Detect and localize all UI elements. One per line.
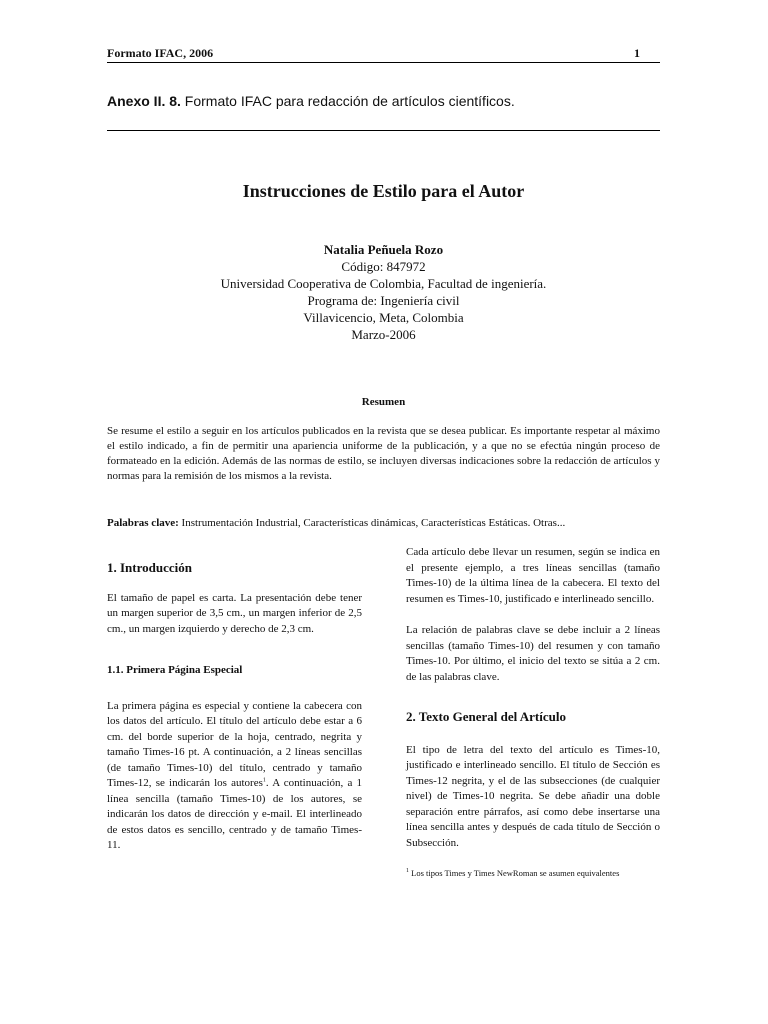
author-name: Natalia Peñuela Rozo: [323, 242, 444, 257]
keywords-instructions-paragraph: La relación de palabras clave se debe incluir a 2 líneas sencillas (tamaño Times-10) del resumen y con tamaño Times-10. Por último, el inicio del texto se sitúa a 2 cm. de las palabras clave.: [406, 624, 660, 683]
author-location: Villavicencio, Meta, Colombia: [303, 310, 464, 325]
footnote-mark: 1: [406, 868, 409, 875]
annex-line: [107, 93, 515, 109]
author-date: Marzo-2006: [351, 327, 416, 342]
section-1-title: 1. Introducción: [107, 560, 192, 575]
abstract-heading: Resumen: [361, 396, 406, 408]
footnote: [406, 867, 660, 879]
section-2-text: El tipo de letra del texto del artículo es Times-10, justificado e interlineado sencillo. El título de Sección es Times-12 negrita, y el de las subsecciones (de cualquier nivel) de Times-10 negrita. Se debe añadir una doble separación entre párrafos, así como debe insertarse una línea sencilla antes y después de cada título de Sección o Subsección.: [406, 743, 660, 849]
document-title: Instrucciones de Estilo para el Autor: [242, 181, 525, 201]
annex-text: Formato IFAC para redacción de artículos científicos.: [180, 93, 515, 109]
author-program: Programa de: Ingeniería civil: [307, 293, 460, 308]
footnote-reference: 1: [262, 777, 266, 784]
subsection-1-1-text: [107, 699, 362, 854]
section-1-text: El tamaño de papel es carta. La presentación debe tener un margen superior de 3,5 cm., un margen inferior de 2,5 cm., un margen izquierdo y derecho de 2,3 cm.: [107, 591, 362, 635]
abstract-text: Se resume el estilo a seguir en los artículos publicados en la revista que se desea publicar. Es importante respetar al máximo el estilo indicado, a fin de permitir una apariencia uniforme de la publicación, y a que no se efectúa ningún proceso de formateado en la edición. Además de las normas de estilo, se incluyen diversas indicaciones sobre la redacción de artículos y normas para la remisión de los mismos a la revista.: [107, 425, 660, 482]
left-column: [107, 560, 362, 854]
section-2-title: 2. Texto General del Artículo: [406, 709, 566, 724]
keywords-text: Instrumentación Industrial, Características dinámicas, Características Estáticas. Otras...: [178, 517, 566, 529]
subsection-1-1-text-a: La primera página es especial y contiene la cabecera con los datos del artículo. El título del artículo debe estar a 6 cm. del borde superior de la hoja, centrado, negrita y tamaño Times-16 pt. A continuación, a 2 líneas sencillas (de tamaño Times-10) del título, centrado y tamaño Times-12, se indicarán los autores: [107, 699, 362, 789]
author-affiliation: Universidad Cooperativa de Colombia, Facultad de ingeniería.: [220, 276, 547, 291]
author-code: Código: 847972: [341, 259, 426, 274]
keywords-label: Palabras clave:: [107, 517, 179, 529]
subsection-1-1-text-b: . A continuación, a 1 línea sencilla (tamaño Times-10) de los autores, se indicarán los datos de dirección y e-mail. El interlineado de estos datos es sencillo, centrado y de tamaño Times-11.: [107, 777, 362, 851]
abstract-instructions-paragraph: Cada artículo debe llevar un resumen, según se indica en el presente ejemplo, a tres líneas sencillas (tamaño Times-10) de la última línea de la cabecera. El texto del resumen es Times-10, justificado e interlineado sencillo.: [406, 546, 660, 605]
running-header: [107, 46, 660, 63]
keywords-line: [107, 516, 660, 531]
annex-label: Anexo II. 8.: [107, 93, 181, 109]
author-block: [107, 241, 660, 343]
annex-divider: [107, 130, 660, 131]
footnote-text: Los tipos Times y Times NewRoman se asumen equivalentes: [409, 868, 620, 878]
subsection-1-1-title: 1.1. Primera Página Especial: [107, 664, 243, 676]
right-column: [406, 545, 660, 879]
header-page-number: 1: [634, 46, 640, 60]
header-journal-name: Formato IFAC, 2006: [107, 46, 214, 60]
